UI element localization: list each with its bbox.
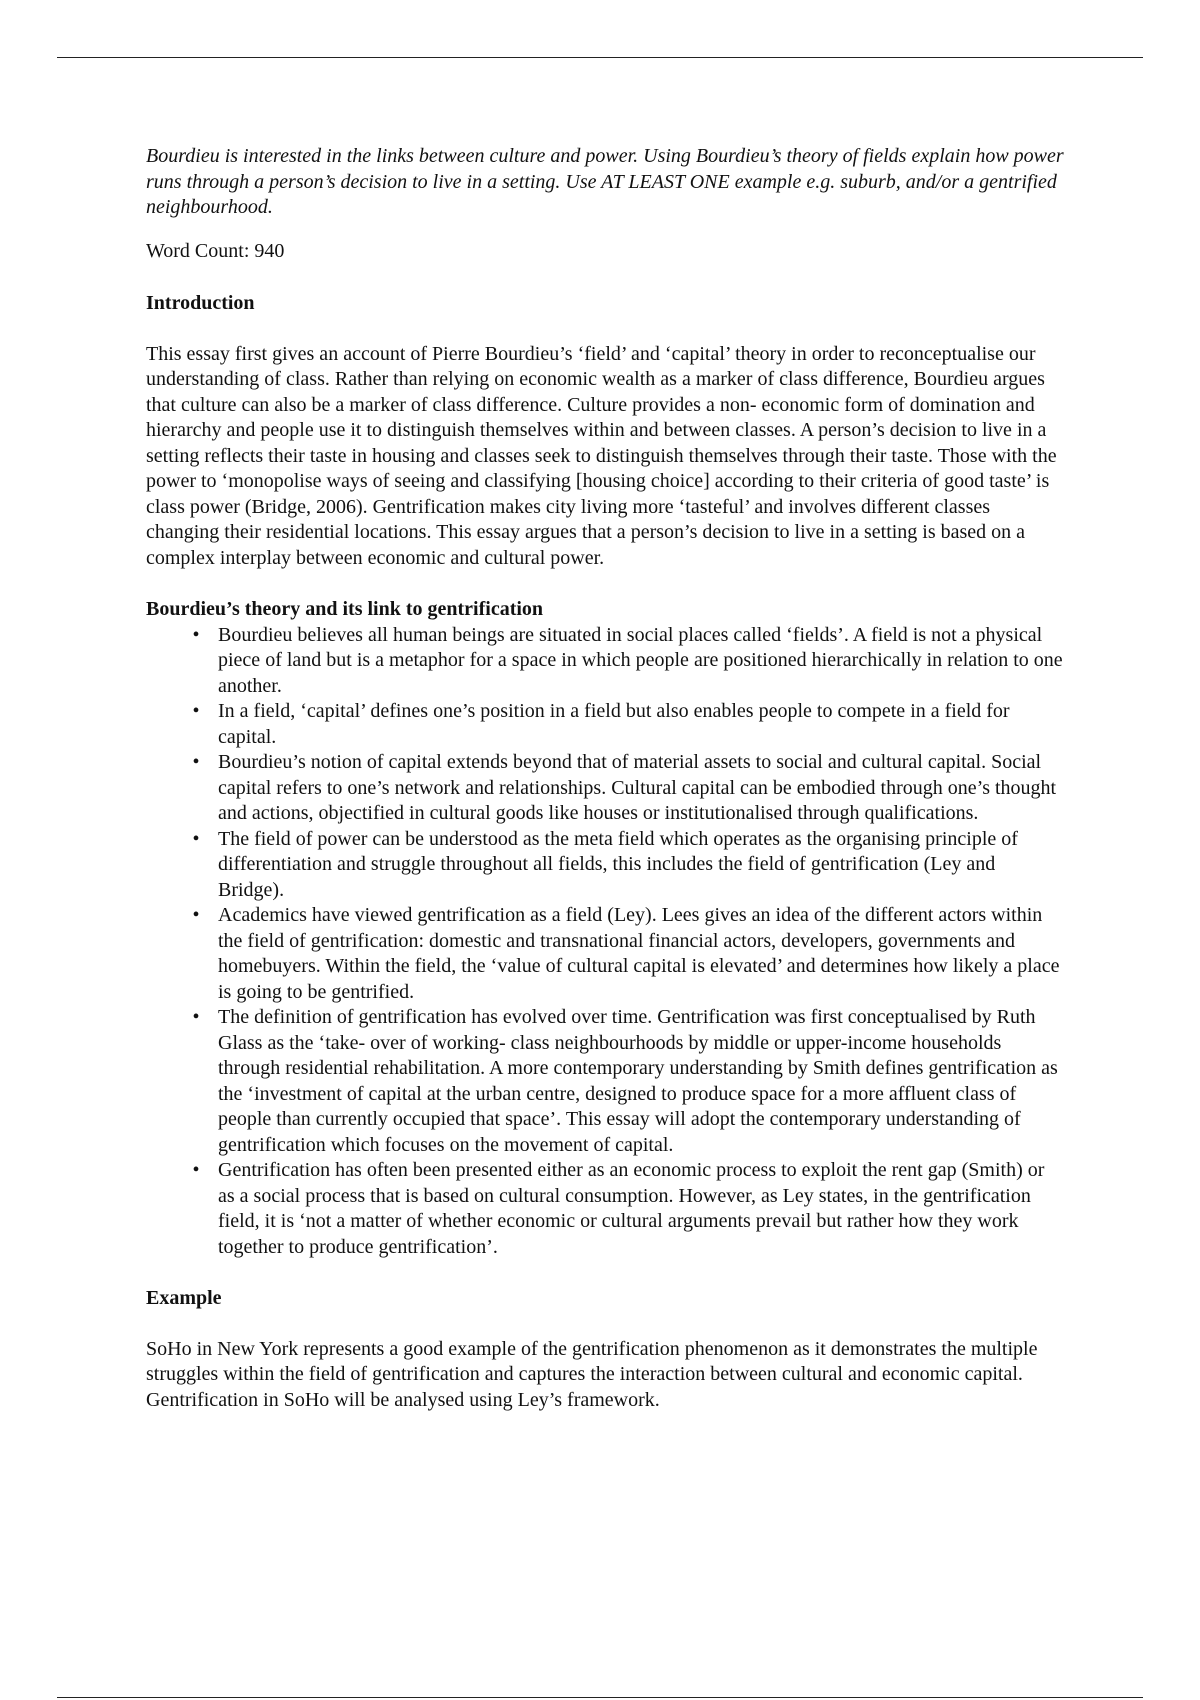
bullet-text: Bourdieu believes all human beings are situated in social places called ‘fields’. A field is not a physical piece of land but is a metaphor for a space in which people are positioned hierarchically in relation to one another. [218, 623, 1063, 697]
bullet-text: Gentrification has often been presented either as an economic process to exploit the rent gap (Smith) or as a social process that is based on cultural consumption. However, as Ley states, in the gentrification field, it is ‘not a matter of whether economic or cultural arguments prevail but rather how they work together to produce gentrification’. [218, 1159, 1045, 1258]
bullet-marker: • [192, 751, 200, 773]
list-item [146, 903, 1066, 1005]
list-item [146, 623, 1066, 700]
list-item [146, 1158, 1066, 1260]
example-paragraph: SoHo in New York represents a good example of the gentrification phenomenon as it demonstrates the multiple struggles within the field of gentrification and captures the interaction between cultural and economic capital. Gentrification in SoHo will be analysed using Ley’s framework. [146, 1337, 1038, 1411]
theory-heading: Bourdieu’s theory and its link to gentrification [146, 598, 544, 620]
list-item [146, 827, 1066, 904]
bullet-text: In a field, ‘capital’ defines one’s position in a field but also enables people to compete in a field for capital. [218, 700, 1010, 748]
bullet-marker: • [192, 1006, 200, 1028]
list-item [146, 1005, 1066, 1158]
bullet-marker: • [192, 1159, 200, 1181]
bullet-text: Academics have viewed gentrification as a field (Ley). Lees gives an idea of the different actors within the field of gentrification: domestic and transnational financial actors, developers, governments and homebuyers. Within the field, the ‘value of cultural capital is elevated’ and determines how likely a place is going to be gentrified. [218, 904, 1060, 1003]
footer-rule [57, 1697, 1143, 1698]
list-item [146, 699, 1066, 750]
bullet-marker: • [192, 827, 200, 850]
bullet-text: Bourdieu’s notion of capital extends beyond that of material assets to social and cultural capital. Social capital refers to one’s network and relationships. Cultural capital can be embodied through one’s thought and actions, objectified in cultural goods like houses or institutionalised through qualifications. [218, 751, 1057, 824]
bullet-text: The definition of gentrification has evolved over time. Gentrification was first conceptualised by Ruth Glass as the ‘take- over of working- class neighbourhoods by middle or upper-income households through residential rehabilitation. A more contemporary understanding by Smith defines gentrification as the ‘investment of capital at the urban centre, designed to produce space for a more affluent class of people than currently occupied that space’. This essay will adopt the contemporary understanding of gentrification which focuses on the movement of capital. [218, 1006, 1058, 1156]
bullet-text: The field of power can be understood as the meta field which operates as the organising principle of differentiation and struggle throughout all fields, this includes the field of gentrification (Ley and Bridge). [218, 827, 1018, 901]
header-rule [57, 57, 1143, 58]
example-heading: Example [146, 1287, 222, 1309]
list-item [146, 750, 1066, 827]
bullet-marker: • [192, 623, 200, 646]
document-body [146, 144, 1066, 1413]
word-count: Word Count: 940 [146, 239, 285, 262]
introduction-paragraph: This essay first gives an account of Pierre Bourdieu’s ‘field’ and ‘capital’ theory in order to reconceptualise our understanding of class. Rather than relying on economic wealth as a marker of class difference, Bourdieu argues that culture can also be a marker of class difference. Culture provides a non- economic form of domination and hierarchy and people use it to distinguish themselves within and between classes. A person’s decision to live in a setting reflects their taste in housing and classes seek to distinguish themselves through their taste. Those with the power to ‘monopolise ways of seeing and classifying [housing choice] according to their criteria of good taste’ is class power (Bridge, 2006). Gentrification makes city living more ‘tasteful’ and involves different classes changing their residential locations. This essay argues that a person’s decision to live in a setting is based on a complex interplay between economic and cultural power. [146, 342, 1057, 569]
introduction-heading: Introduction [146, 292, 255, 314]
essay-prompt: Bourdieu is interested in the links between culture and power. Using Bourdieu’s theory of fields explain how power runs through a person’s decision to live in a setting. Use AT LEAST ONE example e.g. suburb, and/or a gentrified neighbourhood. [146, 145, 1064, 218]
theory-bullet-list [146, 623, 1066, 1261]
bullet-marker: • [192, 904, 200, 926]
bullet-marker: • [192, 700, 200, 722]
